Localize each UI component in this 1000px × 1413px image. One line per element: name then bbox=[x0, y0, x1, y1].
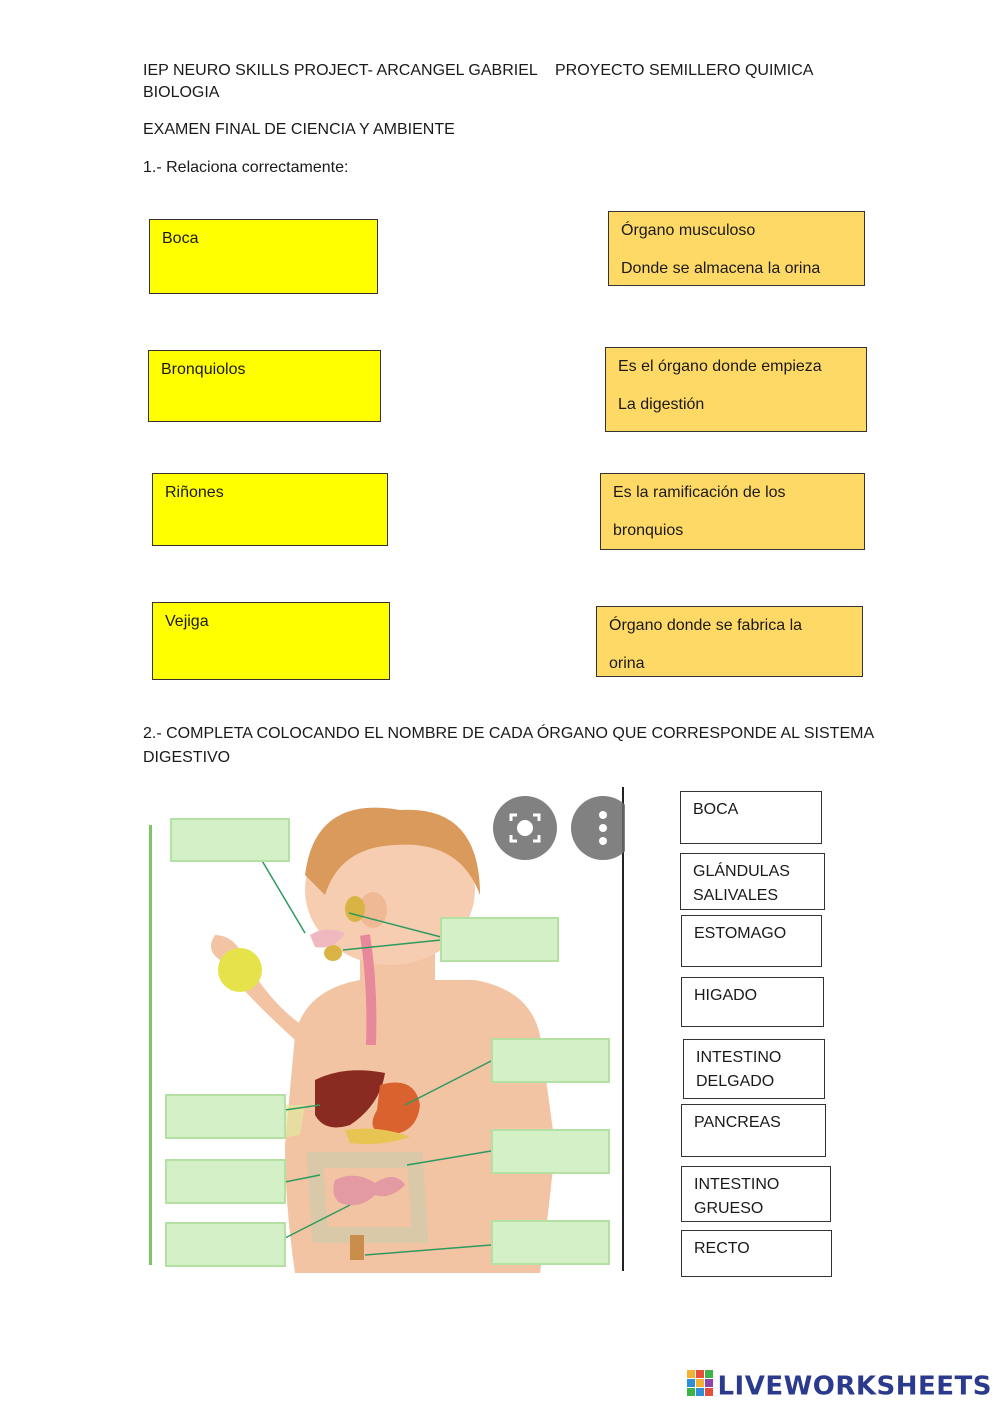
word-bank-label: BOCA bbox=[693, 801, 739, 818]
answer-box[interactable] bbox=[165, 1159, 286, 1204]
word-bank-item[interactable] bbox=[681, 977, 824, 1027]
word-bank-label: GRUESO bbox=[694, 1200, 764, 1217]
word-bank-item[interactable] bbox=[683, 1039, 825, 1099]
word-bank-label: PANCREAS bbox=[694, 1114, 781, 1131]
match-left-label: Riñones bbox=[165, 484, 224, 501]
logo-text: LIVEWORKSHEETS bbox=[717, 1371, 992, 1402]
word-bank-label: RECTO bbox=[694, 1240, 750, 1257]
word-bank-label: ESTOMAGO bbox=[694, 925, 787, 942]
answer-box[interactable] bbox=[491, 1129, 610, 1174]
word-bank-label: GLÁNDULAS bbox=[693, 863, 790, 880]
more-options-icon bbox=[571, 796, 625, 860]
match-right-line: La digestión bbox=[618, 396, 705, 413]
answer-box[interactable] bbox=[491, 1220, 610, 1265]
match-left-item[interactable] bbox=[152, 473, 388, 546]
word-bank-label: INTESTINO bbox=[696, 1049, 782, 1066]
word-bank-item[interactable] bbox=[681, 915, 822, 967]
project-name: PROYECTO SEMILLERO QUIMICA bbox=[555, 62, 814, 79]
match-right-item[interactable] bbox=[605, 347, 867, 432]
word-bank-label: DELGADO bbox=[696, 1073, 775, 1090]
exam-title: EXAMEN FINAL DE CIENCIA Y AMBIENTE bbox=[143, 121, 455, 138]
word-bank-label: SALIVALES bbox=[693, 887, 779, 904]
match-right-line: Es el órgano donde empieza bbox=[618, 358, 822, 375]
match-left-label: Vejiga bbox=[165, 613, 209, 630]
match-right-line: Donde se almacena la orina bbox=[621, 260, 821, 277]
word-bank-label: HIGADO bbox=[694, 987, 758, 1004]
answer-box[interactable] bbox=[491, 1038, 610, 1083]
answer-box[interactable] bbox=[440, 917, 559, 962]
match-right-item[interactable] bbox=[600, 473, 865, 550]
answer-box[interactable] bbox=[165, 1222, 286, 1267]
word-bank-label: INTESTINO bbox=[694, 1176, 780, 1193]
question-2-prompt-cont: DIGESTIVO bbox=[143, 749, 231, 766]
match-right-line: Es la ramificación de los bbox=[613, 484, 786, 501]
match-left-item[interactable] bbox=[148, 350, 381, 422]
word-bank-item[interactable] bbox=[680, 791, 822, 844]
word-bank-item[interactable] bbox=[680, 853, 825, 910]
match-right-item[interactable] bbox=[596, 606, 863, 677]
subject-name: BIOLOGIA bbox=[143, 84, 220, 101]
answer-box[interactable] bbox=[170, 818, 290, 862]
word-bank-item[interactable] bbox=[681, 1166, 831, 1222]
question-2-prompt: 2.- COMPLETA COLOCANDO EL NOMBRE DE CADA ÓRGANO QUE CORRESPONDE AL SISTEMA bbox=[143, 725, 875, 742]
match-right-line: Órgano donde se fabrica la bbox=[609, 617, 803, 634]
word-bank-item[interactable] bbox=[681, 1104, 826, 1157]
match-left-item[interactable] bbox=[152, 602, 390, 680]
question-1-prompt: 1.- Relaciona correctamente: bbox=[143, 159, 349, 176]
match-left-label: Bronquiolos bbox=[161, 361, 246, 378]
answer-box[interactable] bbox=[165, 1094, 286, 1139]
match-right-line: Órgano musculoso bbox=[621, 222, 756, 239]
match-left-item[interactable] bbox=[149, 219, 378, 294]
liveworksheets-logo[interactable] bbox=[687, 1370, 992, 1403]
match-right-line: orina bbox=[609, 655, 645, 672]
match-left-label: Boca bbox=[162, 230, 199, 247]
logo-blocks-icon bbox=[687, 1370, 713, 1403]
word-bank-item[interactable] bbox=[681, 1230, 832, 1277]
school-name: IEP NEURO SKILLS PROJECT- ARCANGEL GABRIEL bbox=[143, 62, 538, 79]
lens-icon bbox=[493, 796, 557, 860]
match-right-line: bronquios bbox=[613, 522, 684, 539]
match-right-item[interactable] bbox=[608, 211, 865, 286]
